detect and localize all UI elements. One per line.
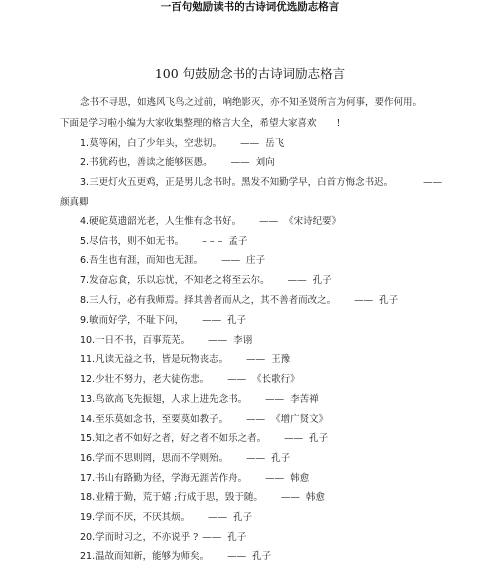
quote-number: 9. <box>80 315 90 326</box>
quote-dash: —— <box>280 492 300 503</box>
quote-dash: —— <box>221 255 241 266</box>
quote-text: 少壮不努力，老大徒伤悲。 <box>95 374 210 385</box>
quote-text: 知之者不如好之者，好之者不如乐之者。 <box>95 433 267 444</box>
quote-author: 孟子 <box>228 236 248 247</box>
quote-author-wrapped: 颜真卿 <box>60 197 89 208</box>
quote-dash: —— <box>423 177 443 188</box>
quote-number: 6. <box>80 255 90 266</box>
quote-line <box>80 353 480 366</box>
quote-line <box>80 393 480 406</box>
quote-dash: —— <box>202 532 222 543</box>
quote-number: 7. <box>80 275 90 286</box>
quote-author: 孔子 <box>309 433 329 444</box>
quote-author: 孔子 <box>379 295 399 306</box>
quote-author: 《长歌行》 <box>252 374 300 385</box>
quote-line <box>80 274 480 287</box>
quote-author: 孔子 <box>312 275 332 286</box>
quote-number: 4. <box>80 216 90 227</box>
quote-author: 孔子 <box>252 551 272 562</box>
quote-number: 10. <box>80 335 96 346</box>
quote-number: 19. <box>80 512 96 523</box>
quote-line <box>80 491 480 504</box>
quote-line <box>80 254 480 267</box>
quote-author: 李诩 <box>233 335 253 346</box>
quote-line <box>80 137 480 150</box>
quote-line <box>80 432 480 445</box>
quote-line <box>80 511 480 524</box>
quote-number: 15. <box>80 433 96 444</box>
quote-dash: —— <box>246 354 266 365</box>
quote-dash: —— <box>227 551 247 562</box>
quote-line <box>80 235 480 248</box>
quote-author: 《宋诗纪要》 <box>284 216 342 227</box>
quote-text: 书犹药也，善读之能够医愚。 <box>89 157 213 168</box>
quote-line <box>80 334 480 347</box>
quote-dash: —— <box>284 433 304 444</box>
quote-line <box>80 215 480 228</box>
quote-number: 14. <box>80 414 96 425</box>
quote-author: 孔子 <box>233 512 253 523</box>
quote-dash: —— <box>230 157 250 168</box>
quote-dash: —— <box>208 335 228 346</box>
quote-number: 20. <box>80 532 96 543</box>
quote-number: 11. <box>80 354 96 365</box>
intro-exclamation-mark: ! <box>336 118 341 129</box>
quote-dash: —— <box>208 512 228 523</box>
quote-text: 尽信书，则不如无书。 <box>89 236 185 247</box>
quote-dash: —— <box>240 138 260 149</box>
quote-dash: —— <box>202 315 222 326</box>
quote-dash: —— <box>265 473 285 484</box>
intro-paragraph-2 <box>60 117 450 130</box>
quote-text: 一日不书，百事荒芜。 <box>95 335 191 346</box>
quote-line <box>80 373 480 386</box>
quote-author: 李苦禅 <box>290 394 319 405</box>
quote-text: 业精于勤，荒于嬉 ;行成于思，毁于随。 <box>95 492 263 503</box>
quote-text: 三更灯火五更鸡，正是男儿念书时。黑发不知勤学早，白首方悔念书迟。 <box>89 177 394 188</box>
quote-number: 8. <box>80 295 90 306</box>
quote-line <box>80 176 480 189</box>
quote-text: 莫等闲，白了少年头，空悲切。 <box>89 138 223 149</box>
quote-dash: —— <box>246 453 266 464</box>
quote-dash: —— <box>246 414 266 425</box>
quote-line <box>80 452 480 465</box>
quote-number: 3. <box>80 177 90 188</box>
quote-dash: – – – <box>202 236 223 247</box>
intro-paragraph-2-text: 下面是学习啦小编为大家收集整理的格言大全，希望大家喜欢 <box>60 118 317 129</box>
quote-number: 18. <box>80 492 96 503</box>
quote-text: 吾生也有涯，而知也无涯。 <box>89 255 204 266</box>
quote-author: 韩愈 <box>305 492 325 503</box>
quote-text: 凡读无益之书，皆是玩物丧志。 <box>95 354 229 365</box>
quote-text: 温故而知新，能够为师矣。 <box>95 551 210 562</box>
quote-number: 21. <box>80 551 96 562</box>
quote-dash: —— <box>265 394 285 405</box>
quote-line <box>80 314 480 327</box>
quote-text: 学而时习之，不亦说乎 ? <box>95 532 199 543</box>
quote-number: 16. <box>80 453 96 464</box>
quote-author: 庄子 <box>246 255 266 266</box>
quote-author: 孔子 <box>271 453 291 464</box>
quote-text: 鸟欲高飞先振翅，人求上进先念书。 <box>95 394 248 405</box>
quote-dash: —— <box>354 295 374 306</box>
quote-author: 韩愈 <box>290 473 310 484</box>
quote-number: 17. <box>80 473 96 484</box>
quote-line <box>80 413 480 426</box>
page-header-title: 一百句勉励读书的古诗词优选励志格言 <box>160 1 340 13</box>
quote-number: 5. <box>80 236 90 247</box>
quote-text: 敏而好学，不耻下问， <box>89 315 185 326</box>
quote-text: 硬砣莫遗韶光老，人生惟有念书好。 <box>89 216 242 227</box>
quote-text: 学而不厌，不厌其烦。 <box>95 512 191 523</box>
quote-text: 至乐莫如念书，至要莫如教子。 <box>95 414 229 425</box>
quote-dash: —— <box>287 275 307 286</box>
quote-author: 《增广贤文》 <box>271 414 329 425</box>
quote-number: 13. <box>80 394 96 405</box>
quote-line <box>80 156 480 169</box>
quote-text: 三人行，必有我师焉。择其善者而从之，其不善者而改之。 <box>89 295 337 306</box>
quote-author: 王豫 <box>271 354 291 365</box>
document-title: 100 句鼓励念书的古诗词励志格言 <box>154 66 346 81</box>
quote-line <box>80 550 480 563</box>
quote-text: 发奋忘食，乐以忘忧，不知老之将至云尔。 <box>89 275 270 286</box>
quote-text: 学而不思则罔，思而不学则殆。 <box>95 453 229 464</box>
quote-author: 孔子 <box>227 315 247 326</box>
quote-dash: —— <box>227 374 247 385</box>
quote-line <box>80 472 480 485</box>
quote-author: 岳飞 <box>265 138 285 149</box>
quote-number: 12. <box>80 374 96 385</box>
quote-line <box>80 531 480 544</box>
quote-number: 2. <box>80 157 90 168</box>
quote-dash: —— <box>259 216 279 227</box>
quote-number: 1. <box>80 138 90 149</box>
intro-paragraph-1: 念书不寻思，如逃风飞鸟之过前，响绝影灭，亦不知圣贤所言为何事，要作何用。 <box>80 97 423 108</box>
quote-text: 书山有路勤为径，学海无涯苦作舟。 <box>95 473 248 484</box>
quote-author: 孔子 <box>227 532 247 543</box>
quote-author: 刘向 <box>255 157 275 168</box>
quote-line <box>80 294 480 307</box>
